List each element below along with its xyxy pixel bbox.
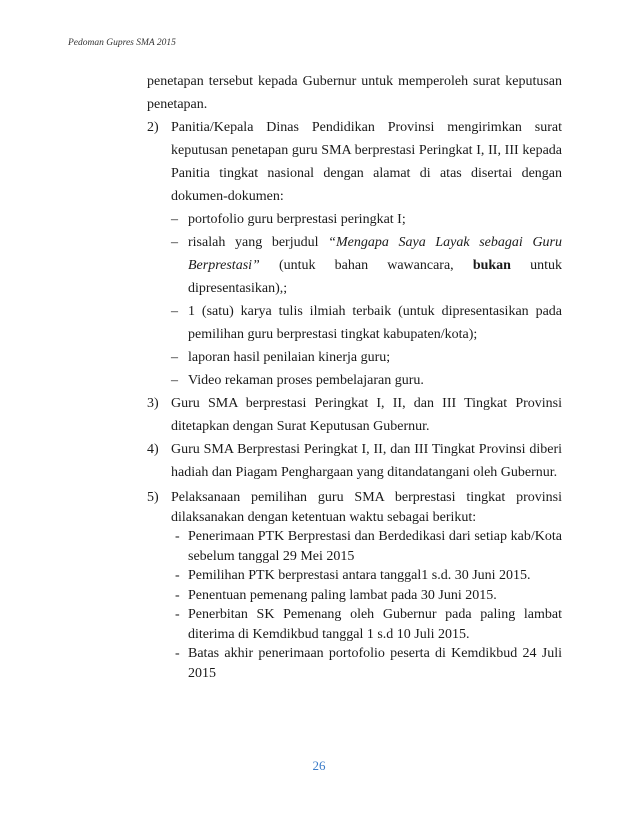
sub-item-text: Batas akhir penerimaan portofolio peserta di Kemdikbud 24 Juli 2015 bbox=[188, 646, 562, 681]
item-2-sublist bbox=[171, 208, 562, 392]
sub-item-text-post: untuk dipresentasikan),; bbox=[188, 258, 562, 296]
sub-list-item bbox=[171, 605, 562, 644]
sub-item-text-pre: risalah yang berjudul bbox=[188, 235, 329, 250]
dash-marker: – bbox=[171, 373, 178, 388]
list-item-5 bbox=[147, 488, 562, 527]
sub-item-bold-word: bukan bbox=[472, 258, 511, 273]
item-text: Panitia/Kepala Dinas Pendidikan Provinsi mengirimkan surat keputusan penetapan guru SMA berprestasi Peringkat I, II, III kepada Panitia tingkat nasional dengan alamat di atas disertai dengan dokumen-dokumen: bbox=[171, 120, 562, 204]
dash-marker: – bbox=[171, 350, 178, 365]
item-number: 4) bbox=[147, 442, 159, 457]
sub-list-item bbox=[171, 527, 562, 566]
list-item-3 bbox=[147, 392, 562, 438]
sub-list-item bbox=[171, 300, 562, 346]
sub-item-text: laporan hasil penilaian kinerja guru; bbox=[188, 350, 391, 365]
sub-item-text: Pemilihan PTK berprestasi antara tanggal1 s.d. 30 Juni 2015. bbox=[188, 568, 531, 583]
sub-list-item bbox=[171, 586, 562, 606]
sub-item-title-italic: “Mengapa Saya Layak sebagai Guru Berprestasi” bbox=[188, 235, 563, 273]
sub-list-item bbox=[171, 231, 562, 300]
item-text: Guru SMA Berprestasi Peringkat I, II, dan III Tingkat Provinsi diberi hadiah dan Piagam Penghargaan yang ditandatangani oleh Gubernur. bbox=[171, 442, 562, 480]
sub-item-text: Video rekaman proses pembelajaran guru. bbox=[188, 373, 424, 388]
sub-item-text: Penerimaan PTK Berprestasi dan Berdedikasi dari setiap kab/Kota sebelum tanggal 29 Mei 2015 bbox=[188, 529, 562, 564]
hyphen-marker: - bbox=[175, 529, 180, 544]
sub-list-item bbox=[171, 566, 562, 586]
hyphen-marker: - bbox=[175, 646, 180, 661]
dash-marker: – bbox=[171, 235, 178, 250]
sub-list-item bbox=[171, 644, 562, 683]
sub-list-item bbox=[171, 208, 562, 231]
document-body bbox=[147, 70, 562, 683]
dash-marker: – bbox=[171, 212, 178, 227]
hyphen-marker: - bbox=[175, 587, 180, 603]
running-header: Pedoman Gupres SMA 2015 bbox=[68, 38, 176, 48]
item-number: 3) bbox=[147, 396, 159, 411]
hyphen-marker: - bbox=[175, 607, 180, 622]
sub-item-text: portofolio guru berprestasi peringkat I; bbox=[188, 212, 406, 227]
continuation-paragraph: penetapan tersebut kepada Gubernur untuk memperoleh surat keputusan penetapan. bbox=[147, 74, 562, 112]
item-5-sublist bbox=[147, 527, 562, 683]
page-number: 26 bbox=[312, 758, 326, 773]
item-text: Pelaksanaan pemilihan guru SMA berprestasi tingkat provinsi dilaksanakan dengan ketentuan waktu sebagai berikut: bbox=[171, 490, 562, 525]
list-item-4 bbox=[147, 438, 562, 484]
sub-list-item bbox=[171, 369, 562, 392]
sub-item-text: Penerbitan SK Pemenang oleh Gubernur pada paling lambat diterima di Kemdikbud tanggal 1 s.d 10 Juli 2015. bbox=[188, 607, 562, 642]
sub-item-text: Penentuan pemenang paling lambat pada 30 Juni 2015. bbox=[188, 587, 497, 603]
dash-marker: – bbox=[171, 304, 178, 319]
item-number: 5) bbox=[147, 490, 159, 505]
sub-list-item bbox=[171, 346, 562, 369]
hyphen-marker: - bbox=[175, 568, 180, 583]
sub-item-text-mid: (untuk bahan wawancara, bbox=[259, 258, 473, 273]
item-number: 2) bbox=[147, 120, 159, 135]
item-text: Guru SMA berprestasi Peringkat I, II, dan III Tingkat Provinsi ditetapkan dengan Surat Keputusan Gubernur. bbox=[171, 396, 562, 434]
list-item-2 bbox=[147, 116, 562, 208]
sub-item-text: 1 (satu) karya tulis ilmiah terbaik (untuk dipresentasikan pada pemilihan guru berprestasi tingkat kabupaten/kota); bbox=[188, 304, 562, 342]
